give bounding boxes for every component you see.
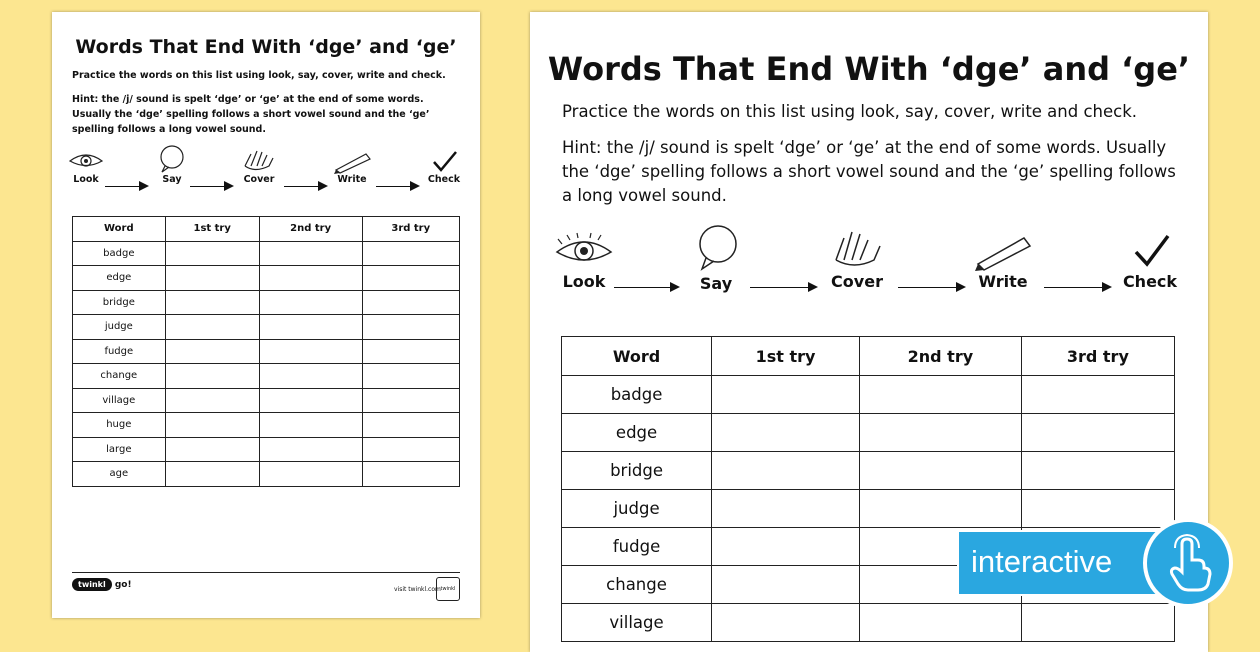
try-cell[interactable] [1021, 490, 1174, 528]
try-cell[interactable] [165, 413, 259, 438]
try-cell[interactable] [165, 241, 259, 266]
try-cell[interactable] [860, 452, 1022, 490]
step-cover [237, 146, 281, 185]
try-cell[interactable] [362, 413, 459, 438]
column-header: 2nd try [259, 217, 362, 242]
try-cell[interactable] [362, 462, 459, 487]
try-cell[interactable] [259, 437, 362, 462]
word-cell: edge [73, 266, 166, 291]
arrow [750, 287, 816, 288]
page-title: Words That End With ‘dge’ and ‘ge’ [547, 50, 1191, 88]
step-check [422, 148, 466, 185]
words-table [72, 216, 460, 487]
interactive-label: interactive [971, 544, 1113, 579]
try-cell[interactable] [259, 339, 362, 364]
speech-bubble-icon [152, 144, 192, 174]
arrow [190, 186, 232, 187]
interactive-icon-circle[interactable] [1143, 518, 1233, 608]
table-header-row [73, 217, 460, 242]
word-cell: large [73, 437, 166, 462]
table-row [562, 414, 1175, 452]
word-cell: change [73, 364, 166, 389]
try-cell[interactable] [362, 241, 459, 266]
hint-text: Hint: the /j/ sound is spelt ‘dge’ or ‘ge’ at the end of some words. Usually the ‘dge’ spelling follows a short vowel sound and the ‘ge’ spelling follows a long vowel sound. [72, 94, 430, 135]
table-row [73, 339, 460, 364]
word-cell: fudge [562, 528, 712, 566]
footer-divider [72, 572, 460, 573]
try-cell[interactable] [712, 604, 860, 642]
column-header: 1st try [712, 337, 860, 376]
word-cell: badge [562, 376, 712, 414]
try-cell[interactable] [362, 364, 459, 389]
tick-icon [1120, 230, 1180, 272]
try-cell[interactable] [259, 462, 362, 487]
try-cell[interactable] [1021, 376, 1174, 414]
word-cell: change [562, 566, 712, 604]
worksheet-thumbnail [52, 12, 480, 618]
step-label: Cover [831, 272, 883, 291]
try-cell[interactable] [259, 364, 362, 389]
table-row [73, 437, 460, 462]
step-label: Check [1122, 272, 1178, 291]
tick-icon [422, 148, 466, 174]
table-row [562, 376, 1175, 414]
try-cell[interactable] [165, 388, 259, 413]
table-header-row [562, 337, 1175, 376]
hand-icon [237, 146, 281, 174]
try-cell[interactable] [712, 490, 860, 528]
page-title: Words That End With ‘dge’ and ‘ge’ [75, 36, 457, 58]
word-cell: edge [562, 414, 712, 452]
instructions-text: Practice the words on this list using look, say, cover, write and check. [562, 102, 1138, 121]
table-row [73, 241, 460, 266]
step-label: Look [73, 174, 99, 185]
try-cell[interactable] [165, 437, 259, 462]
step-label: Write [978, 272, 1028, 291]
table-row [73, 413, 460, 438]
arrow [614, 287, 678, 288]
words-table [561, 336, 1175, 642]
table-row [562, 604, 1175, 642]
step-label: Write [337, 174, 367, 185]
footer-url: visit twinkl.com [394, 586, 441, 593]
column-header: 3rd try [362, 217, 459, 242]
column-header: 2nd try [860, 337, 1022, 376]
try-cell[interactable] [712, 528, 860, 566]
try-cell[interactable] [259, 388, 362, 413]
try-cell[interactable] [259, 315, 362, 340]
step-label: Check [427, 174, 461, 185]
step-write [330, 148, 374, 185]
hand-icon [824, 224, 890, 272]
try-cell[interactable] [1021, 604, 1174, 642]
eye-icon [552, 230, 616, 272]
table-row [73, 388, 460, 413]
instructions-text: Practice the words on this list using look, say, cover, write and check. [72, 70, 446, 81]
try-cell[interactable] [712, 414, 860, 452]
word-cell: badge [73, 241, 166, 266]
step-label: Cover [243, 174, 275, 185]
word-cell: huge [73, 413, 166, 438]
arrow [284, 186, 326, 187]
try-cell[interactable] [860, 376, 1022, 414]
try-cell[interactable] [259, 290, 362, 315]
step-look [66, 148, 106, 185]
arrow [898, 287, 964, 288]
try-cell[interactable] [362, 290, 459, 315]
arrow [105, 186, 147, 187]
try-cell[interactable] [259, 413, 362, 438]
try-cell[interactable] [1021, 414, 1174, 452]
try-cell[interactable] [860, 490, 1022, 528]
pencil-icon [970, 230, 1036, 272]
pencil-icon [330, 148, 374, 174]
table-row [73, 364, 460, 389]
pointer-hand-icon [1162, 534, 1218, 594]
word-cell: age [73, 462, 166, 487]
try-cell[interactable] [362, 315, 459, 340]
column-header: 1st try [165, 217, 259, 242]
try-cell[interactable] [259, 266, 362, 291]
try-cell[interactable] [259, 241, 362, 266]
word-cell: bridge [73, 290, 166, 315]
try-cell[interactable] [712, 376, 860, 414]
step-label: Say [699, 274, 733, 293]
eye-icon [66, 148, 106, 174]
arrow [1044, 287, 1110, 288]
speech-bubble-icon [686, 222, 746, 274]
column-header: Word [73, 217, 166, 242]
step-look [552, 230, 616, 291]
try-cell[interactable] [362, 437, 459, 462]
word-cell: bridge [562, 452, 712, 490]
column-header: Word [562, 337, 712, 376]
word-cell: judge [73, 315, 166, 340]
word-cell: judge [562, 490, 712, 528]
try-cell[interactable] [860, 414, 1022, 452]
table-row [73, 266, 460, 291]
try-cell[interactable] [1021, 452, 1174, 490]
try-cell[interactable] [165, 315, 259, 340]
footer-quality-badge: twinkl [436, 577, 460, 601]
table-row [562, 490, 1175, 528]
try-cell[interactable] [362, 388, 459, 413]
try-cell[interactable] [165, 266, 259, 291]
try-cell[interactable] [712, 566, 860, 604]
try-cell[interactable] [165, 462, 259, 487]
step-say [686, 222, 746, 293]
try-cell[interactable] [165, 364, 259, 389]
table-row [562, 452, 1175, 490]
try-cell[interactable] [165, 290, 259, 315]
step-cover [824, 224, 890, 291]
table-row [73, 315, 460, 340]
try-cell[interactable] [712, 452, 860, 490]
try-cell[interactable] [860, 604, 1022, 642]
table-row [73, 462, 460, 487]
word-cell: village [73, 388, 166, 413]
try-cell[interactable] [362, 339, 459, 364]
try-cell[interactable] [165, 339, 259, 364]
hint-text: Hint: the /j/ sound is spelt ‘dge’ or ‘ge’ at the end of some words. Usually the ‘dge’ spelling follows a short vowel sound and the ‘ge’ spelling follows a long vowel sound. [562, 138, 1176, 205]
step-label: Say [162, 174, 182, 185]
arrow [376, 186, 418, 187]
step-say [152, 144, 192, 185]
step-label: Look [562, 272, 606, 291]
table-row [73, 290, 460, 315]
word-cell: fudge [73, 339, 166, 364]
column-header: 3rd try [1021, 337, 1174, 376]
twinkl-logo: twinkl go! [72, 578, 132, 591]
step-check [1120, 230, 1180, 291]
step-write [970, 230, 1036, 291]
word-cell: village [562, 604, 712, 642]
try-cell[interactable] [362, 266, 459, 291]
